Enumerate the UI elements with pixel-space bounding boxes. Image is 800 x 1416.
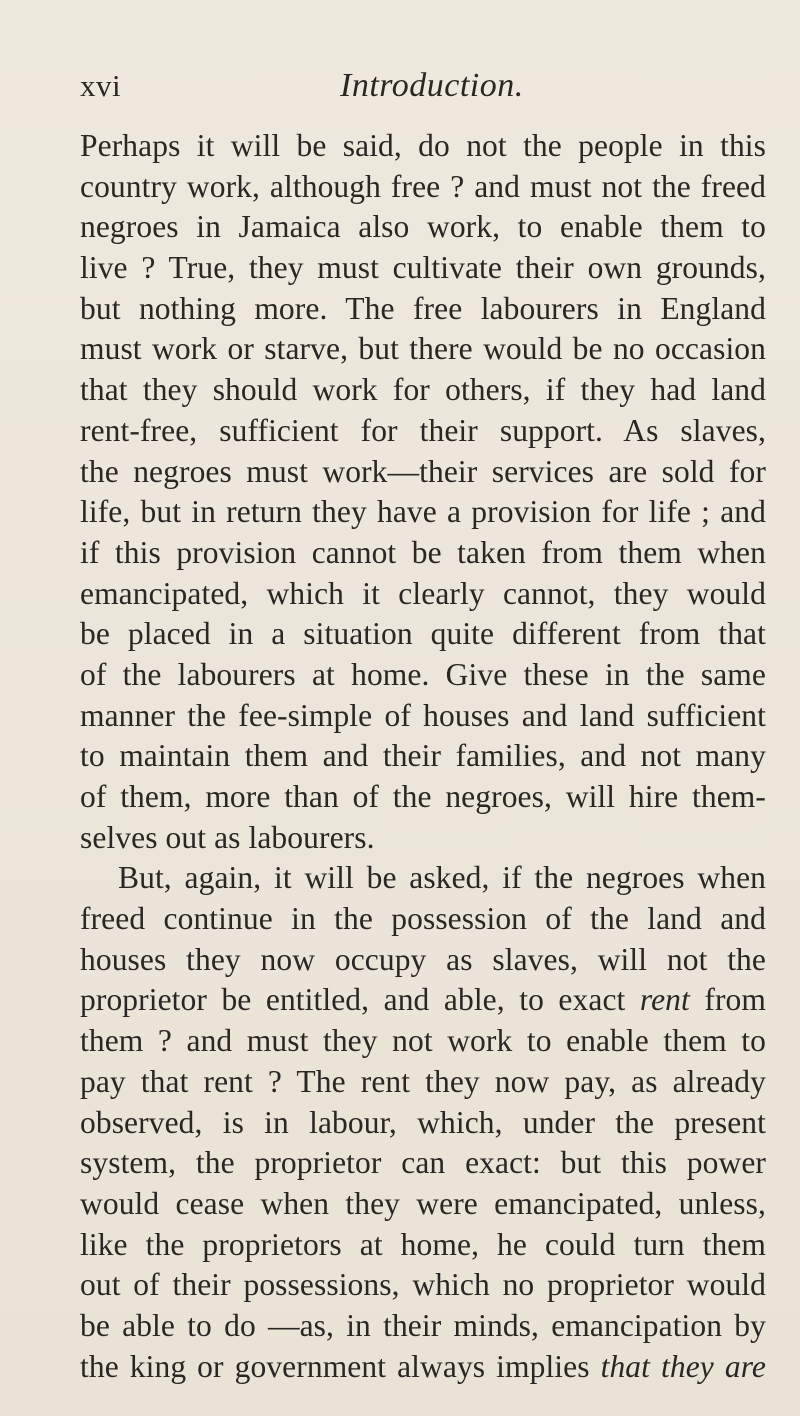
text-line: rent-free, sufficient for their support. As slaves, xyxy=(80,412,766,448)
text-line: must work or starve, but there would be no occasion xyxy=(80,331,766,367)
page-number: xvi xyxy=(80,68,122,103)
text-line: But, again, it will be asked, if the negroes when xyxy=(118,860,766,896)
text-line: be placed in a situation quite different from that xyxy=(80,616,766,652)
text-line: freed continue in the possession of the land and xyxy=(80,901,766,937)
text-segment: from xyxy=(689,982,766,1018)
text-line: be able to do —as, in their minds, emancipation by xyxy=(80,1307,766,1343)
text-line: would cease when they were emancipated, unless, xyxy=(80,1185,766,1221)
text-segment: proprietor be entitled, and able, to exact xyxy=(80,982,640,1018)
text-line: emancipated, which it clearly cannot, they would xyxy=(80,575,766,611)
text-line: if this provision cannot be taken from them when xyxy=(80,534,766,570)
text-line xyxy=(80,980,766,1021)
text-line xyxy=(80,1347,766,1388)
italic-phrase: that they are xyxy=(600,1348,766,1384)
text-line: that they should work for others, if they had land xyxy=(80,372,766,408)
text-line: life, but in return they have a provision for life ; and xyxy=(80,494,766,530)
text-line: of the labourers at home. Give these in the same xyxy=(80,656,766,692)
text-line: manner the fee-simple of houses and land sufficient xyxy=(80,697,766,733)
text-line: to maintain them and their families, and not many xyxy=(80,738,766,774)
text-line: live ? True, they must cultivate their own grounds, xyxy=(80,250,766,286)
text-line: of them, more than of the negroes, will hire them- xyxy=(80,779,766,814)
running-head: Introduction. xyxy=(340,67,524,104)
text-line: observed, is in labour, which, under the present xyxy=(80,1104,766,1140)
text-line: like the proprietors at home, he could turn them xyxy=(80,1226,766,1262)
text-line: system, the proprietor can exact: but this power xyxy=(80,1145,766,1181)
text-line: Perhaps it will be said, do not the people in this xyxy=(80,128,766,163)
text-line: them ? and must they not work to enable them to xyxy=(80,1023,766,1059)
italic-word: rent xyxy=(639,982,690,1018)
text-segment: the king or government always implies xyxy=(80,1348,601,1384)
text-line: country work, although free ? and must not the freed xyxy=(80,168,766,204)
page-header xyxy=(0,66,800,116)
text-line: the negroes must work—their services are sold for xyxy=(80,453,766,489)
text-line: negroes in Jamaica also work, to enable them to xyxy=(80,209,766,245)
text-line: houses they now occupy as slaves, will not the xyxy=(80,941,766,977)
text-line: pay that rent ? The rent they now pay, as already xyxy=(80,1063,766,1099)
text-line: out of their possessions, which no proprietor would xyxy=(80,1267,766,1303)
text-line: selves out as labourers. xyxy=(80,819,375,855)
body-text xyxy=(80,126,766,1387)
text-line: but nothing more. The free labourers in England xyxy=(80,290,766,326)
